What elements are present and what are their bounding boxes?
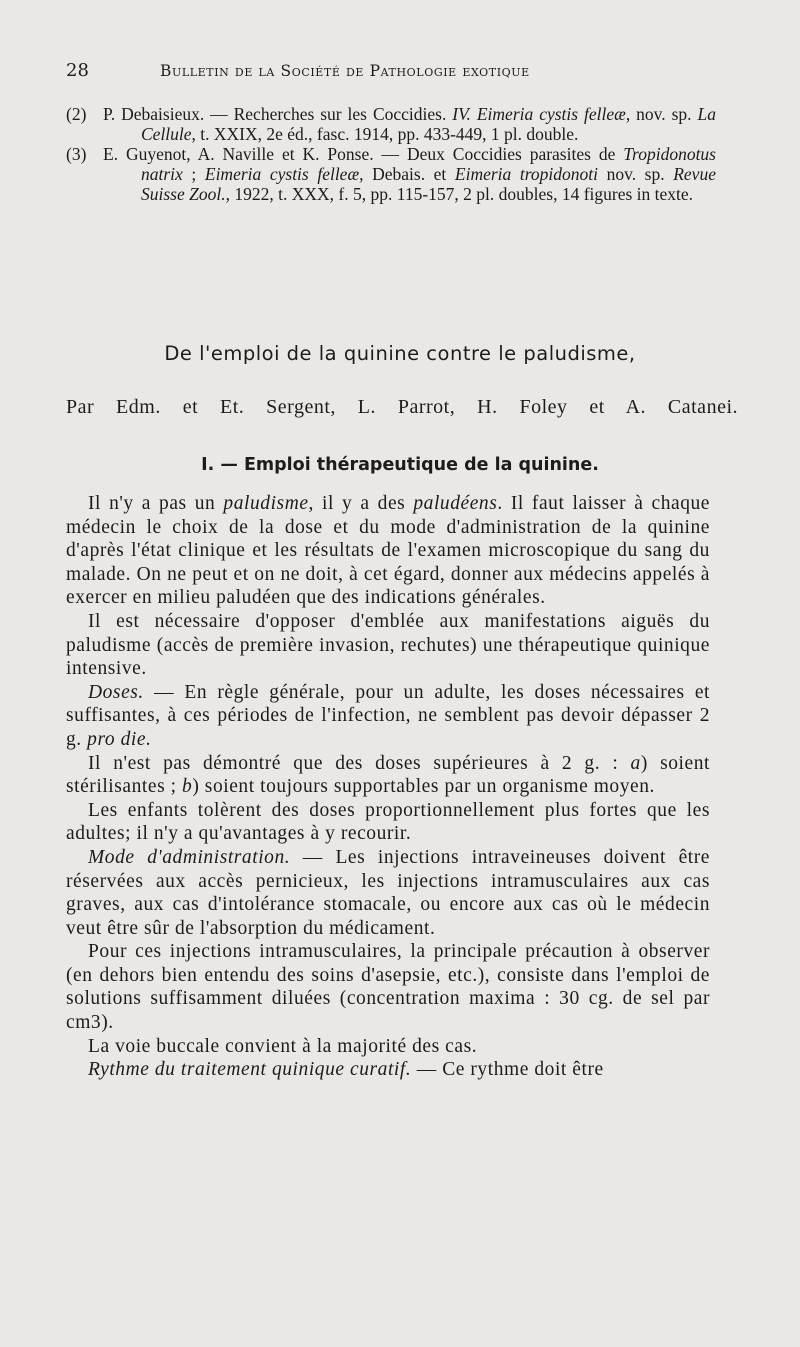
paragraph [66, 846, 710, 940]
italic-text: La Cellule [141, 104, 716, 144]
text-segment: . Il faut laisser à chaque médecin le choix de la dose et du mode d'administration de la quinine d'après l'état clinique et les résultats de l'examen microscopique du sang du malade. On ne peut et on ne doit, à cet égard, donner aux médecins appelés à exercer en milieu paludéen que des indications générales. [66, 493, 711, 609]
reference-text [103, 144, 716, 204]
paragraph [66, 799, 710, 846]
italic-text: paludisme [223, 493, 309, 514]
italic-text: a [630, 752, 641, 774]
article-title: De l'emploi de la quinine contre le paludisme, [164, 342, 636, 365]
italic-text: paludéens [413, 493, 498, 514]
paragraph [66, 610, 710, 681]
italic-text: Eimeria cystis felleæ [204, 164, 360, 184]
text-segment: — Les injections intraveineuses doivent être réservées aux accès pernicieux, les injections intramusculaires aux cas graves, aux cas d'intolérance stomacale, ou encore aux cas où le médecin veut être sûr de l'absorption du médicament. [66, 846, 710, 939]
text-segment: , il y a des [308, 493, 414, 514]
text-segment: , t. XXIX, 2e éd., fasc. 1914, pp. 433-449, 1 pl. double. [191, 124, 579, 144]
text-segment: Les enfants tolèrent des doses proportionnellement plus fortes que les adultes; il n'y a qu'avantages à y recourir. [66, 799, 710, 845]
reference-text [103, 104, 716, 144]
reference-item [66, 144, 716, 204]
text-segment: La voie buccale convient à la majorité des cas. [88, 1035, 478, 1057]
references [66, 104, 716, 204]
text-segment: P. Debaisieux. — Recherches sur les Coccidies. [103, 104, 453, 124]
italic-text: Eimeria tropidonoti [454, 164, 598, 184]
text-segment: E. Guyenot, A. Naville et K. Ponse. — Deux Coccidies parasites de [103, 144, 624, 164]
reference-item [66, 104, 716, 144]
italic-text: Doses. [88, 681, 144, 703]
text-segment: Pour ces injections intramusculaires, la principale précaution à observer (en dehors bien entendu des soins d'asepsie, etc.), consiste dans l'emploi de solutions suffisamment diluées (concentration maxima : 30 cg. de sel par cm3). [66, 941, 710, 1034]
page-header [66, 60, 756, 86]
italic-text: b [182, 776, 193, 798]
text-segment: ) soient toujours supportables par un organisme moyen. [192, 776, 655, 798]
paragraph [66, 1058, 710, 1082]
text-segment: , Debais. et [359, 164, 455, 184]
reference-number: (3) [66, 144, 87, 164]
text-segment: — En règle générale, pour un adulte, les doses nécessaires et suffisantes, à ces périodes de l'infection, ne semblent pas devoir dépasser 2 g. [66, 681, 710, 750]
text-segment: ; [182, 164, 205, 184]
text-segment: nov. sp. [598, 164, 674, 184]
page-number: 28 [66, 60, 89, 81]
text-segment: ) soient stérilisantes ; [66, 752, 710, 798]
italic-text: Revue Suisse Zool. [141, 164, 716, 204]
italic-text: Tropidonotus natrix [141, 144, 716, 184]
paragraph [66, 681, 710, 752]
italic-text: Mode d'administration. [88, 846, 291, 868]
running-head: Bulletin de la Société de Pathologie exotique [160, 62, 530, 80]
paragraph [66, 940, 710, 1034]
text-segment: — Ce rythme doit être [411, 1059, 604, 1081]
text-segment: , 1922, t. XXX, f. 5, pp. 115-157, 2 pl. doubles, 14 figures in texte. [225, 184, 694, 204]
italic-text: Rythme du traitement quinique curatif. [88, 1059, 412, 1081]
paragraph [66, 1035, 710, 1059]
italic-text: pro die. [87, 728, 152, 750]
article-authors: Par Edm. et Et. Sergent, L. Parrot, H. Foley et A. Catanei. [66, 396, 738, 418]
text-segment: , nov. sp. [625, 104, 698, 124]
body-text [66, 492, 710, 1082]
paragraph [66, 492, 710, 610]
section-title: I. — Emploi thérapeutique de la quinine. [201, 455, 599, 475]
text-segment: Il est nécessaire d'opposer d'emblée aux manifestations aiguës du paludisme (accès de première invasion, rechutes) une thérapeutique quinique intensive. [66, 610, 710, 680]
text-segment: Il n'est pas démontré que des doses supérieures à 2 g. : [88, 752, 631, 774]
paragraph [66, 752, 710, 799]
italic-text: IV. Eimeria cystis felleæ [452, 104, 626, 124]
reference-number: (2) [66, 104, 87, 124]
text-segment: Il n'y a pas un [88, 493, 224, 514]
